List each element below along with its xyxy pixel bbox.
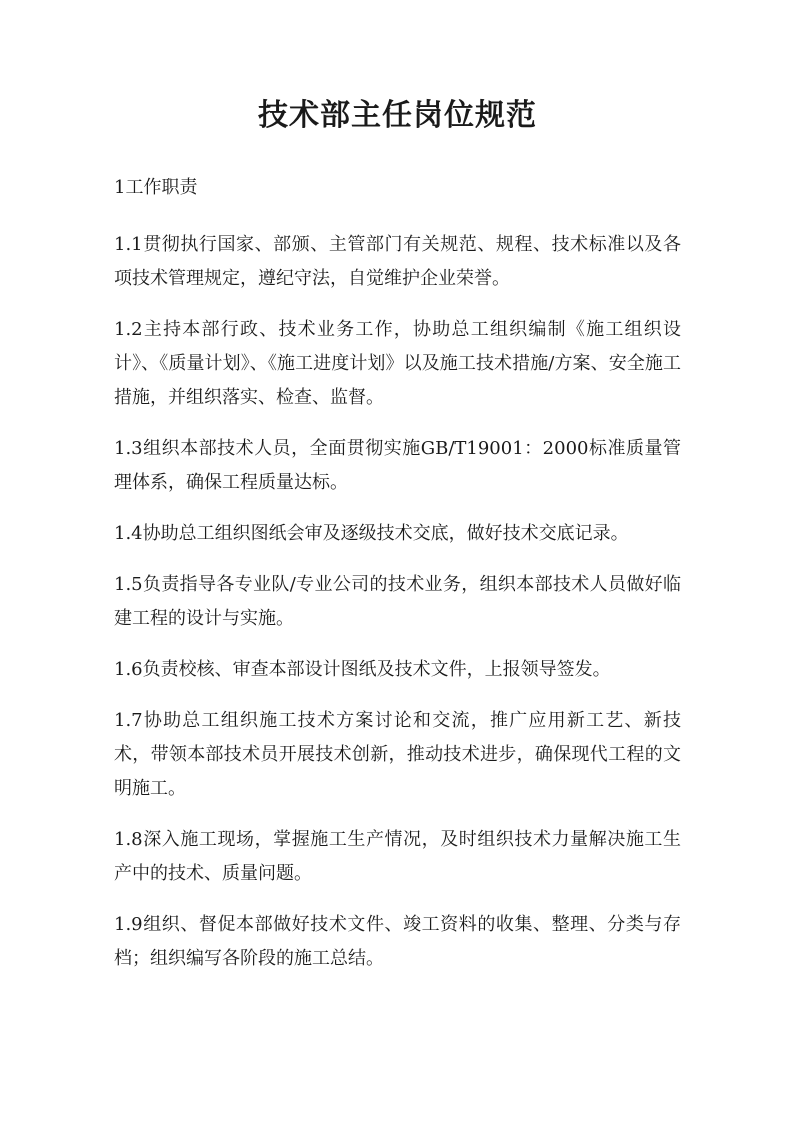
document-title: 技术部主任岗位规范 [258,98,537,133]
duty-item-1-6: 1.6负责校核、审查本部设计图纸及技术文件，上报领导签发。 [114,659,611,680]
duty-item-1-2: 1.2主持本部行政、技术业务工作，协助总工组织编制《施工组织设计》、《质量计划》、《施工进度计划》以及施工技术措施/方案、安全施工措施，并组织落实、检查、监督。 [114,319,681,408]
section-heading: 1工作职责 [114,177,198,198]
duty-item-1-7: 1.7协助总工组织施工技术方案讨论和交流，推广应用新工艺、新技术，带领本部技术员开展技术创新，推动技术进步，确保现代工程的文明施工。 [114,710,681,799]
duty-item-1-9: 1.9组织、督促本部做好技术文件、竣工资料的收集、整理、分类与存档；组织编写各阶段的施工总结。 [114,914,681,969]
duty-item-1-8: 1.8深入施工现场，掌握施工生产情况，及时组织技术力量解决施工生产中的技术、质量问题。 [114,829,681,884]
duty-item-1-3: 1.3组织本部技术人员，全面贯彻实施GB/T19001：2000标准质量管理体系，确保工程质量达标。 [114,438,681,493]
duty-item-1-1: 1.1贯彻执行国家、部颁、主管部门有关规范、规程、技术标准以及各项技术管理规定，遵纪守法，自觉维护企业荣誉。 [114,234,681,289]
duty-item-1-4: 1.4协助总工组织图纸会审及逐级技术交底，做好技术交底记录。 [114,523,629,544]
duty-item-1-5: 1.5负责指导各专业队/专业公司的技术业务，组织本部技术人员做好临建工程的设计与实施。 [114,574,681,629]
